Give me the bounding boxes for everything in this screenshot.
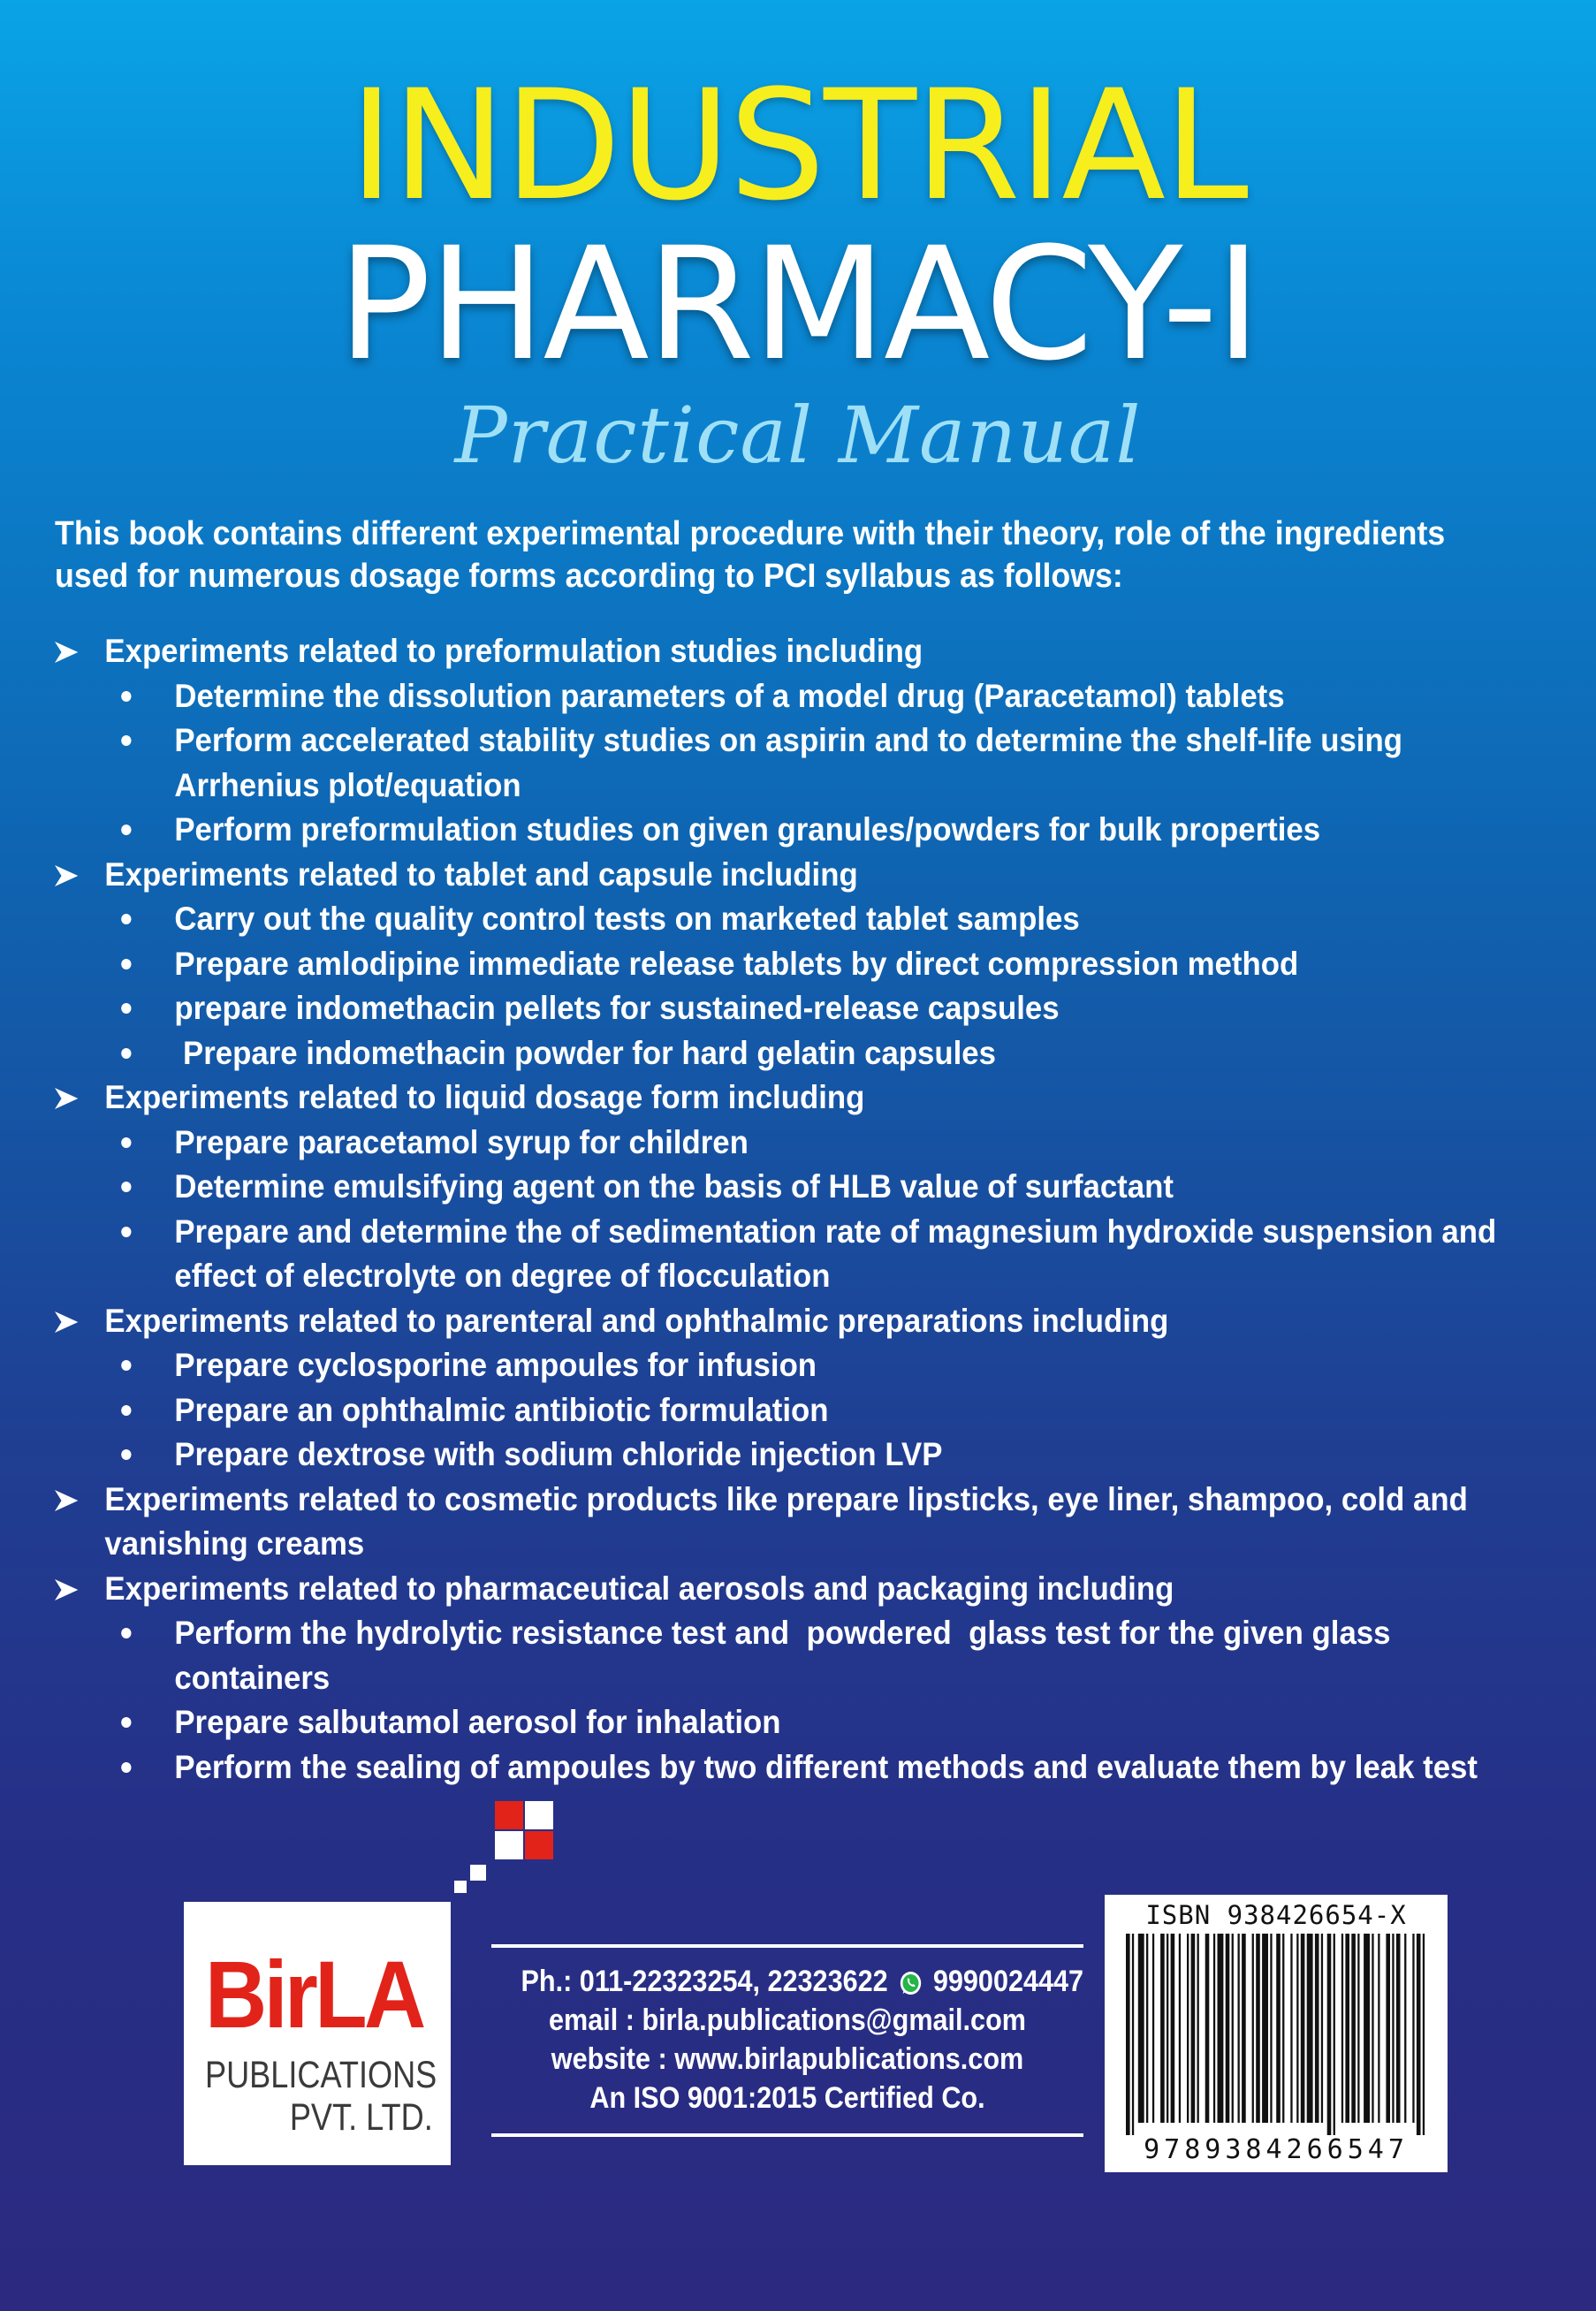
subtopic-item	[104, 1031, 1550, 1076]
subtopic-item	[104, 674, 1550, 719]
bullet-dot-icon	[121, 959, 131, 969]
subtopic-list	[104, 674, 1550, 853]
barcode-bar	[1423, 1934, 1425, 2135]
barcode-bar	[1417, 1934, 1421, 2135]
bullet-dot-icon	[121, 1405, 131, 1416]
subtopic-text: Prepare indomethacin powder for hard gelatin capsules	[174, 1034, 996, 1071]
barcode-bar	[1152, 1934, 1154, 2123]
subtopic-item	[104, 1700, 1550, 1745]
topic-item	[55, 853, 1550, 1076]
subtopic-item	[104, 1121, 1550, 1166]
barcode-bar	[1327, 1934, 1332, 2135]
barcode-bar	[1378, 1934, 1379, 2123]
barcode-bar	[1171, 1934, 1175, 2123]
subtopic-item	[104, 1165, 1550, 1210]
arrow-bullet-icon	[55, 642, 78, 663]
topic-label: Experiments related to tablet and capsule including	[104, 855, 858, 893]
barcode-bar	[1242, 1934, 1246, 2123]
barcode-bar	[1226, 1934, 1230, 2123]
logo-publications-text: PUBLICATIONS	[205, 2054, 437, 2096]
topic-item	[55, 1076, 1550, 1299]
arrow-bullet-icon	[55, 1088, 78, 1109]
barcode-bar	[1334, 1934, 1335, 2135]
phone-line	[521, 1962, 1084, 2001]
barcode-bar	[1270, 1934, 1272, 2123]
barcode-bar	[1392, 1934, 1394, 2123]
barcode-bar	[1396, 1934, 1401, 2123]
barcode-bar	[1351, 1934, 1356, 2123]
subtopic-text: Prepare paracetamol syrup for children	[174, 1123, 749, 1160]
barcode-bar	[1301, 1934, 1305, 2123]
subtopic-item	[104, 1745, 1550, 1790]
barcode-bar	[1138, 1934, 1144, 2123]
barcode-bar	[1404, 1934, 1406, 2123]
barcode-bar	[1372, 1934, 1373, 2123]
subtopic-item	[104, 1210, 1550, 1299]
barcode-bar	[1232, 1934, 1234, 2123]
barcode-bar	[1179, 1934, 1181, 2123]
subtopic-text: Prepare dextrose with sodium chloride injection LVP	[174, 1436, 943, 1472]
logo-pvt-ltd-text: PVT. LTD.	[290, 2096, 433, 2139]
subtopic-text: Carry out the quality control tests on marketed tablet samples	[174, 901, 1080, 937]
subtopic-text: Perform the hydrolytic resistance test and powdered glass test for the given glass containers	[174, 1615, 1400, 1696]
topic-item	[55, 1478, 1550, 1567]
topic-item	[55, 1299, 1550, 1478]
bullet-dot-icon	[121, 1048, 131, 1059]
subtopic-item	[104, 1388, 1550, 1433]
barcode-digits: 9789384266547	[1144, 2134, 1409, 2165]
barcode-bar	[1321, 1934, 1323, 2123]
barcode-bar	[1160, 1934, 1165, 2123]
subtopic-text: Perform accelerated stability studies on aspirin and to determine the shelf-life using Arrhenius plot/equation	[174, 722, 1410, 803]
subtopic-text: Prepare amlodipine immediate release tablets by direct compression method	[174, 945, 1299, 982]
barcode-bar	[1256, 1934, 1260, 2123]
subtopic-item	[104, 1433, 1550, 1478]
barcode-bar	[1315, 1934, 1319, 2123]
subtopic-item	[104, 808, 1550, 853]
barcode-bar	[1341, 1934, 1343, 2123]
barcode-bar	[1290, 1934, 1292, 2123]
subtopic-text: Prepare and determine the of sedimentation rate of magnesium hydroxide suspension and effect of electrolyte on degree of flocculation	[174, 1213, 1505, 1294]
bullet-dot-icon	[121, 1227, 131, 1237]
barcode-bar	[1238, 1934, 1240, 2123]
barcode-bar	[1252, 1934, 1254, 2123]
subtopic-item	[104, 897, 1550, 942]
barcode-bar	[1218, 1934, 1224, 2123]
isbn-label: ISBN 938426654-X	[1145, 1900, 1407, 1930]
subtopic-text: Determine the dissolution parameters of a model drug (Paracetamol) tablets	[174, 677, 1285, 714]
bullet-dot-icon	[121, 1182, 131, 1192]
topic-item	[55, 1567, 1550, 1790]
arrow-bullet-icon	[55, 1579, 78, 1600]
barcode-bar	[1132, 1934, 1134, 2135]
phone-number: Ph.: 011-22323254, 22323622	[521, 1965, 888, 1998]
website-line: website : www.birlapublications.com	[551, 2042, 1024, 2076]
barcode-bar	[1364, 1934, 1370, 2123]
barcode-bar	[1386, 1934, 1390, 2123]
subtopic-item	[104, 718, 1550, 808]
topic-label: Experiments related to pharmaceutical aerosols and packaging including	[104, 1570, 1174, 1607]
barcode-bar	[1197, 1934, 1199, 2123]
bullet-dot-icon	[121, 735, 131, 746]
topic-list	[55, 629, 1550, 1790]
bullet-dot-icon	[121, 1137, 131, 1148]
bullet-dot-icon	[121, 914, 131, 924]
subtopic-text: Prepare an ophthalmic antibiotic formulation	[174, 1391, 829, 1428]
barcode-bar	[1282, 1934, 1284, 2123]
topic-label: Experiments related to liquid dosage form including	[104, 1079, 865, 1115]
subtopic-text: Perform the sealing of ampoules by two different methods and evaluate them by leak test	[174, 1748, 1478, 1785]
publisher-logo	[184, 1902, 451, 2165]
bullet-dot-icon	[121, 1762, 131, 1773]
barcode-bar	[1307, 1934, 1313, 2123]
barcode-bar	[1213, 1934, 1215, 2123]
certification-line: An ISO 9001:2015 Certified Co.	[589, 2081, 985, 2115]
topic-item	[55, 629, 1550, 853]
barcode-bar	[1205, 1934, 1210, 2123]
whatsapp-number: 9990024447	[932, 1965, 1084, 1998]
subtopic-list	[104, 1121, 1550, 1299]
barcode-bar	[1357, 1934, 1359, 2123]
arrow-bullet-icon	[55, 1490, 78, 1511]
barcode-bar	[1345, 1934, 1349, 2123]
barcode-bar	[1126, 1934, 1130, 2135]
subtopic-item	[104, 1343, 1550, 1388]
title-line1: INDUSTRIAL	[349, 57, 1247, 234]
subtopic-text: prepare indomethacin pellets for sustained-release capsules	[174, 990, 1060, 1026]
subtopic-list	[104, 897, 1550, 1076]
email-line: email : birla.publications@gmail.com	[549, 2003, 1026, 2037]
subtopic-text: Prepare salbutamol aerosol for inhalation	[174, 1704, 781, 1740]
barcode-bar	[1276, 1934, 1281, 2123]
subtopic-text: Prepare cyclosporine ampoules for infusion	[174, 1347, 817, 1383]
title-line2: PHARMACY-I	[337, 214, 1259, 395]
subtopic-text: Determine emulsifying agent on the basis of HLB value of surfactant	[174, 1168, 1174, 1205]
bullet-dot-icon	[121, 1003, 131, 1014]
barcode-bar	[1191, 1934, 1196, 2123]
barcode-bars	[1126, 1934, 1426, 2135]
barcode-bar	[1296, 1934, 1298, 2123]
bullet-dot-icon	[121, 1449, 131, 1460]
subtopic-item	[104, 1611, 1550, 1700]
subtopic-list	[104, 1611, 1550, 1790]
topic-label: Experiments related to cosmetic products like prepare lipsticks, eye liner, shampoo, cold and vanishing creams	[104, 1480, 1468, 1562]
topic-label: Experiments related to parenteral and ophthalmic preparations including	[104, 1302, 1169, 1339]
arrow-bullet-icon	[55, 1311, 78, 1333]
barcode-bar	[1262, 1934, 1268, 2123]
subtopic-list	[104, 1343, 1550, 1478]
contact-block	[491, 1944, 1083, 2137]
barcode-bar	[1167, 1934, 1168, 2123]
bullet-dot-icon	[121, 691, 131, 702]
subtopic-text: Perform preformulation studies on given granules/powders for bulk properties	[174, 811, 1321, 848]
subtopic-item	[104, 942, 1550, 987]
topic-label: Experiments related to preformulation studies including	[104, 633, 923, 669]
arrow-bullet-icon	[55, 865, 78, 886]
bullet-dot-icon	[121, 1717, 131, 1728]
isbn-barcode	[1105, 1895, 1448, 2172]
bullet-dot-icon	[121, 1628, 131, 1638]
intro-paragraph: This book contains different experimental procedure with their theory, role of the ingredients used for numerous dosage forms according to PCI syllabus as follows:	[55, 515, 1446, 595]
bullet-dot-icon	[121, 825, 131, 835]
bullet-dot-icon	[121, 1360, 131, 1371]
subtitle: Practical Manual	[454, 390, 1142, 481]
subtopic-item	[104, 986, 1550, 1031]
barcode-bar	[1146, 1934, 1148, 2123]
logo-brand-text: BirLA	[205, 1941, 423, 2048]
barcode-bar	[1187, 1934, 1189, 2123]
barcode-bar	[1412, 1934, 1414, 2123]
whatsapp-icon	[899, 1970, 923, 1996]
